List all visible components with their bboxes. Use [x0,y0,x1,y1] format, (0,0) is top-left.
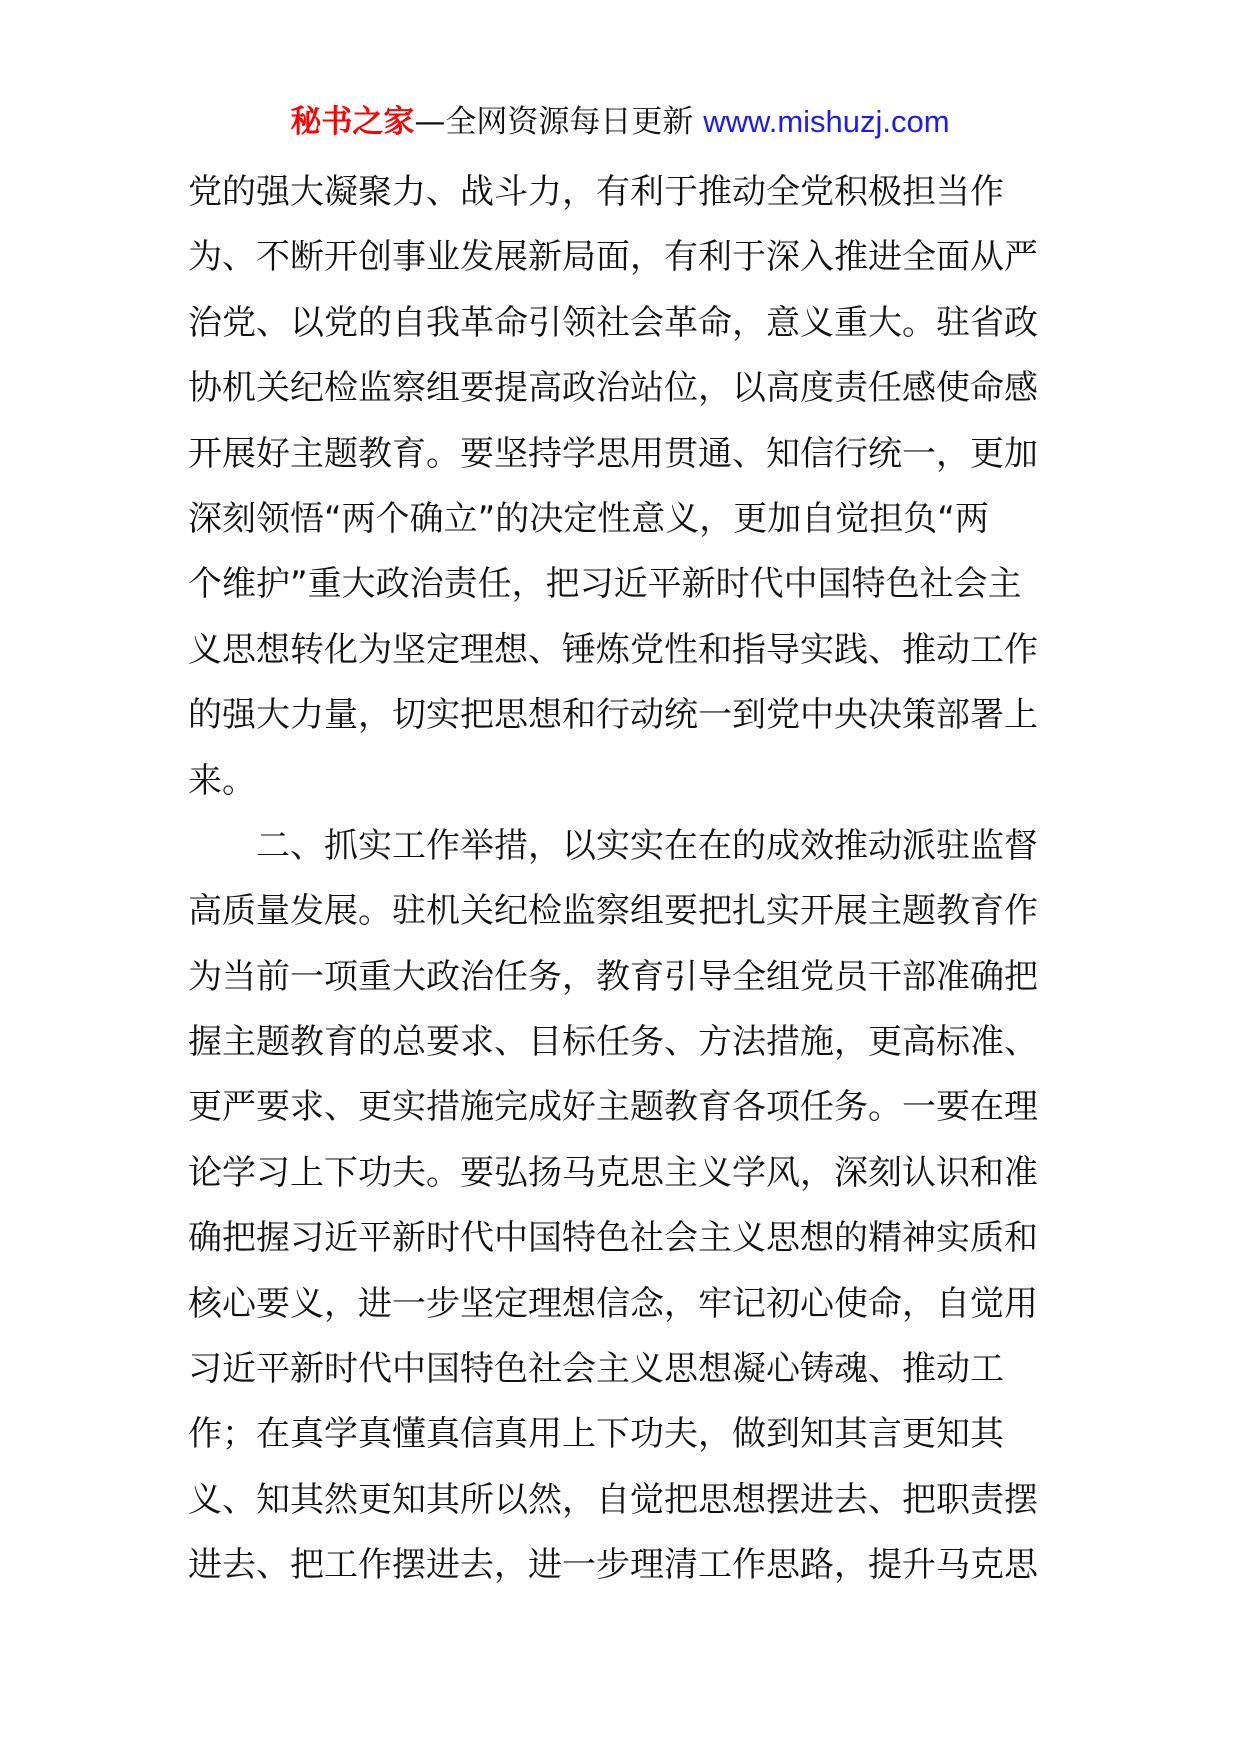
document-body [188,160,1063,1599]
text-line: 为、不断开创事业发展新局面，有利于深入推进全面从严 [188,237,1038,278]
text-line: 确把握习近平新时代中国特色社会主义思想的精神实质和 [188,1218,1038,1259]
text-line: 更严要求、更实措施完成好主题教育各项任务。一要在理 [188,1087,1038,1128]
site-url-link[interactable]: www.mishuzj.com [703,104,950,139]
text-line: 核心要义，进一步坚定理想信念，牢记初心使命，自觉用 [188,1283,1038,1324]
text-line: 个维护”重大政治责任，把习近平新时代中国特色社会主 [188,564,1022,605]
text-line: 协机关纪检监察组要提高政治站位，以高度责任感使命感 [188,368,1038,409]
brand-tagline: —全网资源每日更新 [414,104,694,140]
text-line: 深刻领悟“两个确立”的决定性意义，更加自觉担负“两 [188,498,989,539]
section-heading-line: 二、抓实工作举措，以实实在在的成效推动派驻监督 [256,825,1038,866]
text-line: 党的强大凝聚力、战斗力，有利于推动全党积极担当作 [188,172,1004,212]
text-line: 习近平新时代中国特色社会主义思想凝心铸魂、推动工 [188,1349,1004,1390]
text-line: 为当前一项重大政治任务，教育引导全组党员干部准确把 [188,956,1038,997]
text-line: 作；在真学真懂真信真用上下功夫，做到知其言更知其 [188,1414,1004,1455]
text-line: 进去、把工作摆进去，进一步理清工作思路，提升马克思 [188,1545,1038,1586]
text-line: 义、知其然更知其所以然，自觉把思想摆进去、把职责摆 [188,1479,1038,1520]
text-line: 义思想转化为坚定理想、锤炼党性和指导实践、推动工作 [188,629,1038,670]
text-line: 开展好主题教育。要坚持学思用贯通、知信行统一，更加 [188,433,1038,474]
page-header [0,100,1240,144]
text-line: 高质量发展。驻机关纪检监察组要把扎实开展主题教育作 [188,891,1038,932]
text-line: 的强大力量，切实把思想和行动统一到党中央决策部署上 [188,695,1038,736]
brand-name: 秘书之家 [290,104,415,140]
text-line: 来。 [188,760,256,801]
text-line: 治党、以党的自我革命引领社会革命，意义重大。驻省政 [188,302,1038,343]
text-line: 论学习上下功夫。要弘扬马克思主义学风，深刻认识和准 [188,1152,1038,1193]
text-line: 握主题教育的总要求、目标任务、方法措施，更高标准、 [188,1022,1038,1063]
